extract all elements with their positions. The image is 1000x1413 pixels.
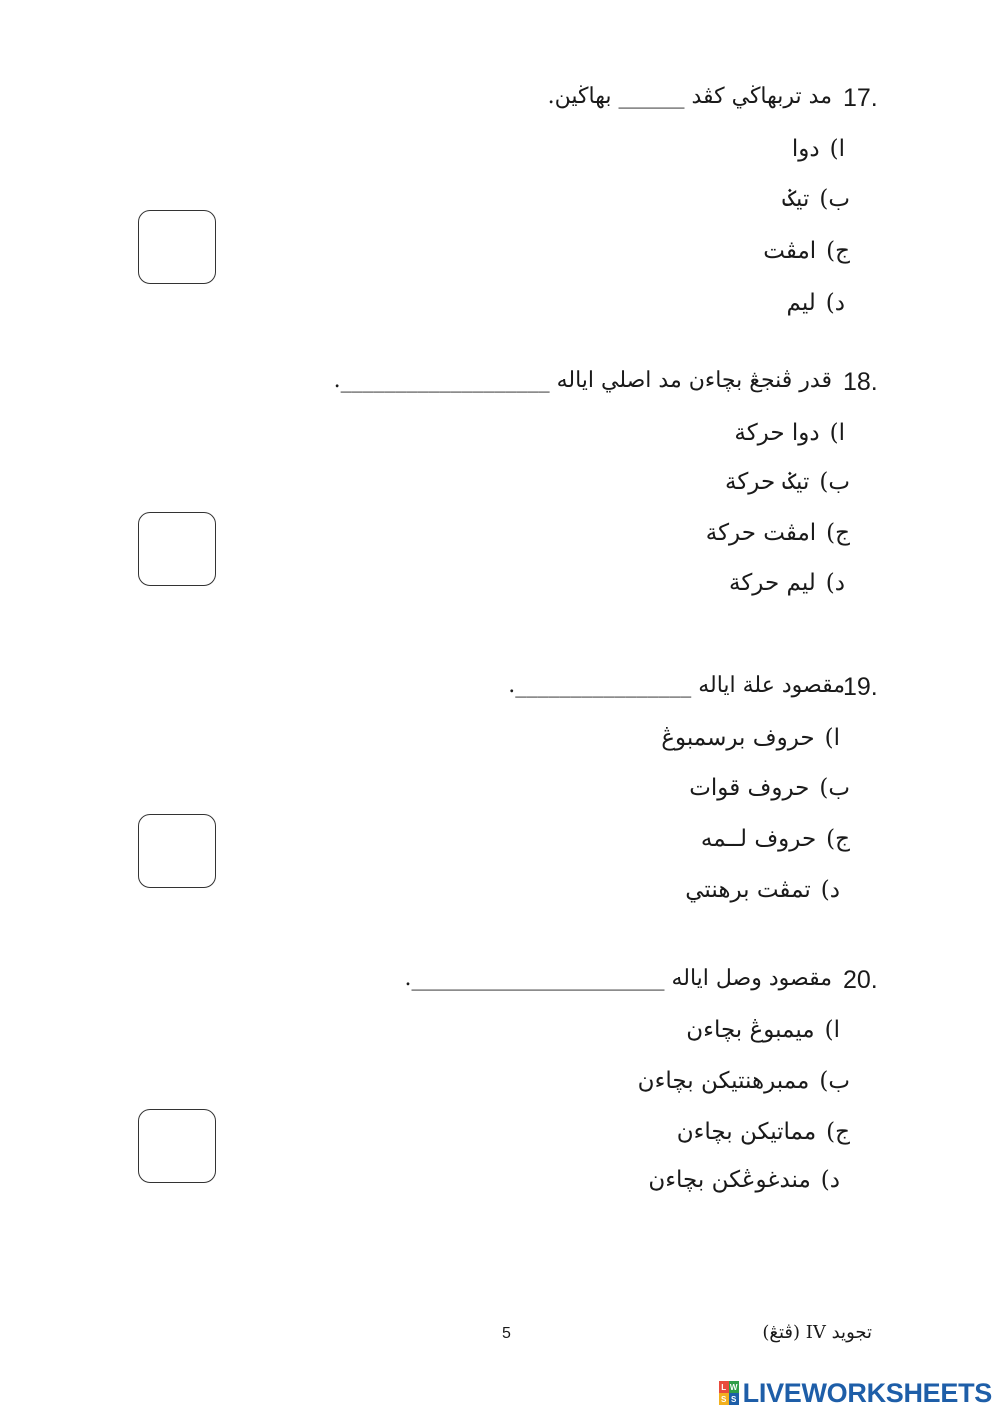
q18-answer-box[interactable] [138,512,216,586]
icon-letter-l: L [719,1381,729,1393]
q17-option-d [787,290,845,316]
option-text: ممبرهنتيكن بچاءن [637,1068,810,1094]
q20-option-b [638,1068,850,1094]
q19-answer-box[interactable] [138,814,216,888]
q19-option-b [689,775,850,801]
option-letter: ب) [819,1068,850,1094]
option-text: ليم حركة [729,570,816,596]
q19-option-d [685,877,840,903]
q17-option-a [792,136,845,162]
brand-name: LIVEWORKSHEETS [742,1377,992,1408]
option-text: دوا حركة [734,420,820,446]
option-letter: ج) [826,238,850,264]
option-text: تيݢ [782,186,810,212]
question-19-number: 19. [843,673,878,701]
icon-letter-w: W [729,1382,738,1392]
q17-option-b [783,186,850,212]
option-letter: ا) [824,725,840,751]
option-letter: د) [825,290,845,316]
q17-option-c [763,238,850,264]
option-text: مماتيكن بچاءن [676,1119,817,1145]
option-letter: ج) [826,520,850,546]
option-text: امڤت حركة [705,520,817,546]
q19-option-c [701,826,850,852]
q18-option-a [734,420,845,446]
option-letter: ب) [819,186,850,212]
option-text: حروف قوات [689,775,810,801]
option-letter: ا) [829,136,845,162]
option-text: حروف برسمبوڠ [661,725,815,751]
option-text: حروف لــمه [700,826,817,852]
footer-title: تجويد IV (ڤتڠ) [762,1322,872,1343]
q19-option-a [661,725,840,751]
page-number: 5 [502,1325,511,1342]
option-letter: د) [825,570,845,596]
question-18-text: قدر ڤنجڠ بچاءن مد اصلي اياله ___________________. [333,368,832,393]
q20-option-d [648,1167,840,1193]
question-20-text: مقصود وصل اياله _______________________. [404,966,832,991]
option-letter: ا) [829,420,845,446]
option-letter: د) [820,877,840,903]
option-letter: ب) [819,775,850,801]
question-17-text: مد تربهاڬي كڤد ______ بهاڬين. [547,84,832,109]
option-letter: ا) [824,1017,840,1043]
question-20-number: 20. [843,966,878,994]
option-text: ليم [786,290,816,316]
icon-letter-s1: S [719,1393,729,1405]
option-text: ميمبوڠ بچاءن [686,1017,815,1043]
q20-answer-box[interactable] [138,1109,216,1183]
liveworksheets-logo[interactable] [719,1378,992,1408]
option-text: مندغوڠكن بچاءن [648,1167,811,1193]
icon-letter-s2: S [729,1393,739,1405]
option-letter: ب) [819,469,850,495]
option-letter: د) [820,1167,840,1193]
q18-option-c [706,520,850,546]
q18-option-b [725,469,850,495]
q18-option-d [729,570,845,596]
option-letter: ج) [826,1119,850,1145]
option-text: دوا [791,136,820,162]
q17-answer-box[interactable] [138,210,216,284]
option-text: تمڤت برهنتي [685,877,811,903]
option-letter: ج) [826,826,850,852]
option-text: امڤت [763,238,817,264]
question-19-text: مقصود علة اياله ________________. [508,673,845,698]
q20-option-c [677,1119,850,1145]
liveworksheets-icon [719,1381,739,1405]
question-18-number: 18. [843,368,878,396]
option-text: تيݢ حركة [725,469,810,495]
q20-option-a [686,1017,840,1043]
question-17-number: 17. [843,84,878,112]
